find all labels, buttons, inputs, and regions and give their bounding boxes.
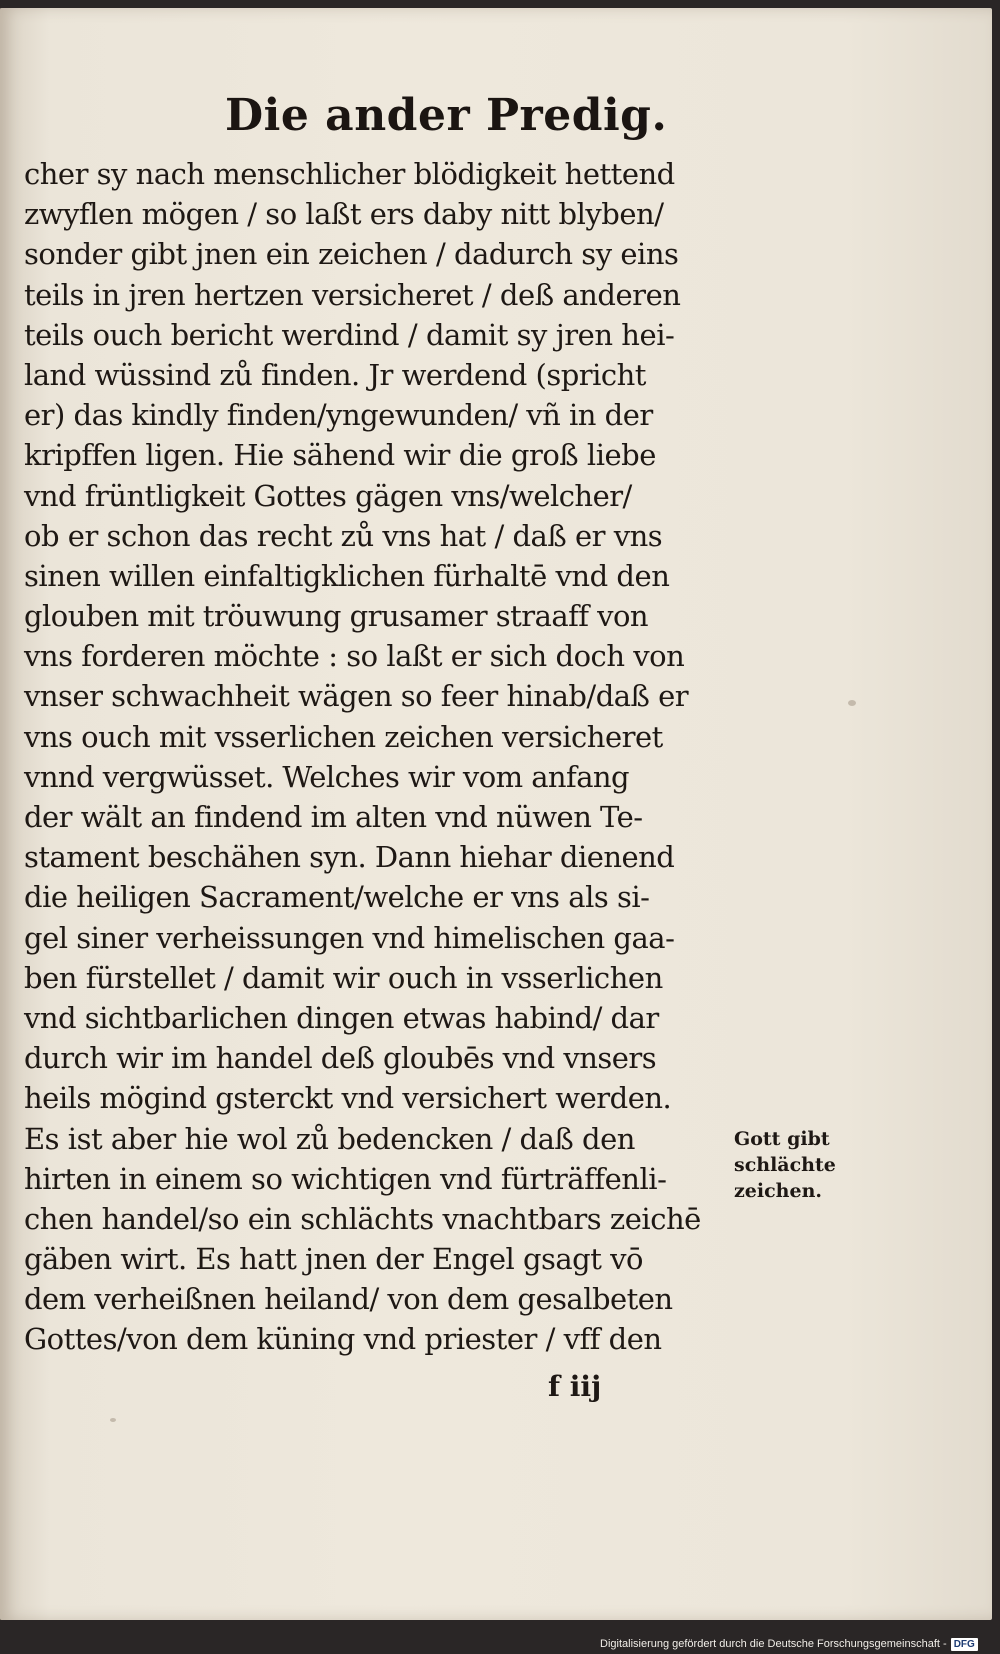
text-line: der wält an findend im alten vnd nüwen Te- — [24, 800, 643, 834]
text-line: zwyflen mögen / so laßt ers daby nitt blyben/ — [24, 197, 664, 232]
body-text — [24, 154, 736, 1360]
footer-credit: Digitalisierung gefördert durch die Deutsche Forschungsgemeinschaft - — [600, 1638, 947, 1650]
margin-note-line: zeichen. — [734, 1180, 822, 1202]
margin-note-line: schlächte — [734, 1154, 836, 1176]
text-line: teils ouch bericht werdind / damit sy jren hei- — [24, 317, 675, 352]
dfg-logo: DFG — [951, 1638, 978, 1651]
text-line: vnser schwachheit wägen so feer hinab/daß er — [24, 679, 689, 714]
text-line: chen handel/so ein schlächts vnachtbars zeichē — [24, 1201, 701, 1236]
text-line: glouben mit tröuwung grusamer straaff von — [24, 599, 649, 634]
text-line: kripffen ligen. Hie sähend wir die groß liebe — [24, 438, 656, 473]
paper-stain — [110, 1418, 116, 1422]
text-line: er) das kindly finden/yngewunden/ vñ in der — [24, 398, 653, 433]
text-line: ob er schon das recht zů vns hat / daß er vns — [24, 518, 663, 553]
text-line: gäben wirt. Es hatt jnen der Engel gsagt vō — [24, 1242, 643, 1277]
text-line: cher sy nach menschlicher blödigkeit hettend — [24, 157, 675, 191]
text-line: sonder gibt jnen ein zeichen / dadurch sy eins — [24, 237, 679, 272]
margin-note — [734, 1126, 864, 1204]
text-line: vnd sichtbarlichen dingen etwas habind/ dar — [24, 1000, 659, 1035]
running-head: Die ander Predig. — [225, 90, 668, 141]
text-line: vns ouch mit vsserlichen zeichen versicheret — [24, 719, 663, 754]
text-line: land wüssind zů finden. Jr werdend (spricht — [24, 357, 646, 392]
text-line: teils in jren hertzen versicheret / deß anderen — [24, 277, 681, 312]
text-line: die heiligen Sacrament/welche er vns als si- — [24, 880, 650, 915]
text-line: hirten in einem so wichtigen vnd fürträffenli- — [24, 1161, 667, 1196]
text-line: vnnd vergwüsset. Welches wir vom anfang — [24, 759, 630, 794]
text-line: ben fürstellet / damit wir ouch in vsserlichen — [24, 960, 663, 995]
text-line: stament beschähen syn. Dann hiehar dienend — [24, 840, 675, 875]
text-line: vnd früntligkeit Gottes gägen vns/welcher/ — [24, 478, 632, 513]
text-line: Gottes/von dem küning vnd priester / vff den — [24, 1322, 662, 1357]
text-line: sinen willen einfaltigklichen fürhaltē vnd den — [24, 558, 670, 593]
text-line: heils mögind gsterckt vnd versichert werden. — [24, 1081, 672, 1116]
text-line: Es ist aber hie wol zů bedencken / daß den — [24, 1121, 635, 1156]
footer-bar — [600, 1636, 1000, 1652]
paper-stain — [848, 700, 856, 706]
text-line: gel siner verheissungen vnd himelischen gaa- — [24, 920, 675, 955]
text-line: durch wir im handel deß gloubēs vnd vnsers — [24, 1041, 657, 1076]
signature-mark: f iij — [548, 1370, 602, 1403]
margin-note-line: Gott gibt — [734, 1128, 830, 1150]
text-line: vns forderen möchte : so laßt er sich doch von — [24, 639, 685, 674]
text-line: dem verheißnen heiland/ von dem gesalbeten — [24, 1282, 673, 1317]
